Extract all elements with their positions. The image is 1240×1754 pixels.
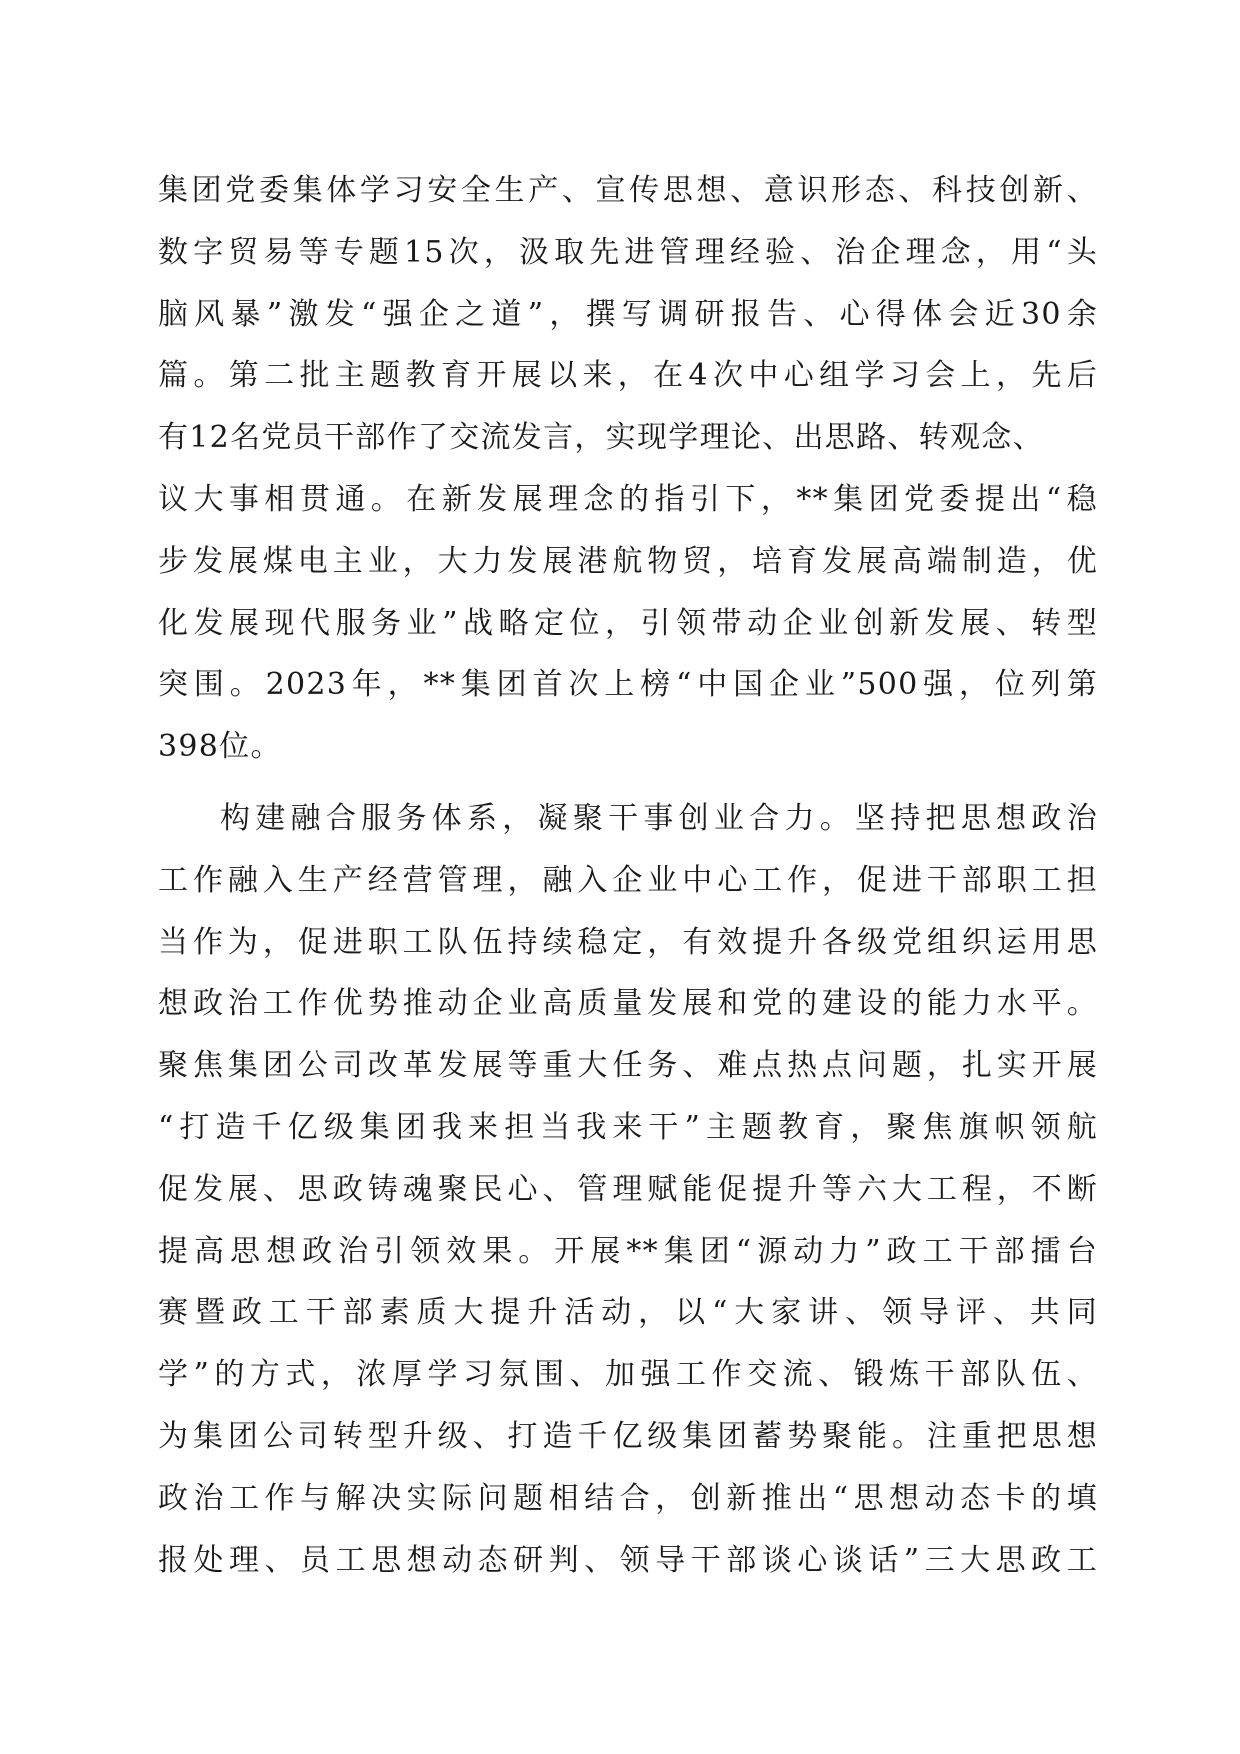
text-line: 化发展现代服务业”战略定位，引领带动企业创新发展、转型: [158, 605, 1098, 641]
body-text: [158, 160, 1098, 1591]
text-line: 数字贸易等专题15次，汲取先进管理经验、治企理念，用“头: [158, 234, 1098, 270]
text-line: 提高思想政治引领效果。开展**集团“源动力”政工干部擂台: [158, 1233, 1098, 1269]
paragraph: [158, 788, 1098, 1591]
text-line: 政治工作与解决实际问题相结合，创新推出“思想动态卡的填: [158, 1480, 1098, 1516]
text-line: 议大事相贯通。在新发展理念的指引下，**集团党委提出“稳: [158, 481, 1098, 517]
text-line: 篇。第二批主题教育开展以来，在4次中心组学习会上，先后: [158, 358, 1098, 394]
text-line: 促发展、思政铸魂聚民心、管理赋能促提升等六大工程，不断: [158, 1171, 1098, 1207]
text-line: 聚焦集团公司改革发展等重大任务、难点热点问题，扎实开展: [158, 1048, 1098, 1084]
text-line: 学”的方式，浓厚学习氛围、加强工作交流、锻炼干部队伍、: [158, 1357, 1098, 1393]
text-line: 398位。: [158, 729, 282, 765]
text-line: 突围。2023年，**集团首次上榜“中国企业”500强，位列第: [158, 667, 1098, 703]
text-line: “打造千亿级集团我来担当我来干”主题教育，聚焦旗帜领航: [158, 1109, 1098, 1145]
text-line: 报处理、员工思想动态研判、领导干部谈心谈话”三大思政工: [158, 1542, 1098, 1578]
text-line: 有12名党员干部作了交流发言，实现学理论、出思路、转观念、: [158, 420, 1044, 456]
text-line: 想政治工作优势推动企业高质量发展和党的建设的能力水平。: [158, 986, 1098, 1022]
text-line: 为集团公司转型升级、打造千亿级集团蓄势聚能。注重把思想: [158, 1418, 1098, 1454]
text-line: 构建融合服务体系，凝聚干事创业合力。坚持把思想政治: [220, 800, 1098, 836]
text-line: 脑风暴”激发“强企之道”，撰写调研报告、心得体会近30余: [158, 296, 1098, 332]
text-line: 当作为，促进职工队伍持续稳定，有效提升各级党组织运用思: [158, 924, 1098, 960]
text-line: 赛暨政工干部素质大提升活动，以“大家讲、领导评、共同: [158, 1295, 1098, 1331]
text-line: 工作融入生产经营管理，融入企业中心工作，促进干部职工担: [158, 862, 1098, 898]
text-line: 步发展煤电主业，大力发展港航物贸，培育发展高端制造，优: [158, 543, 1098, 579]
text-line: 集团党委集体学习安全生产、宣传思想、意识形态、科技创新、: [158, 173, 1098, 208]
paragraph: [158, 160, 1098, 778]
